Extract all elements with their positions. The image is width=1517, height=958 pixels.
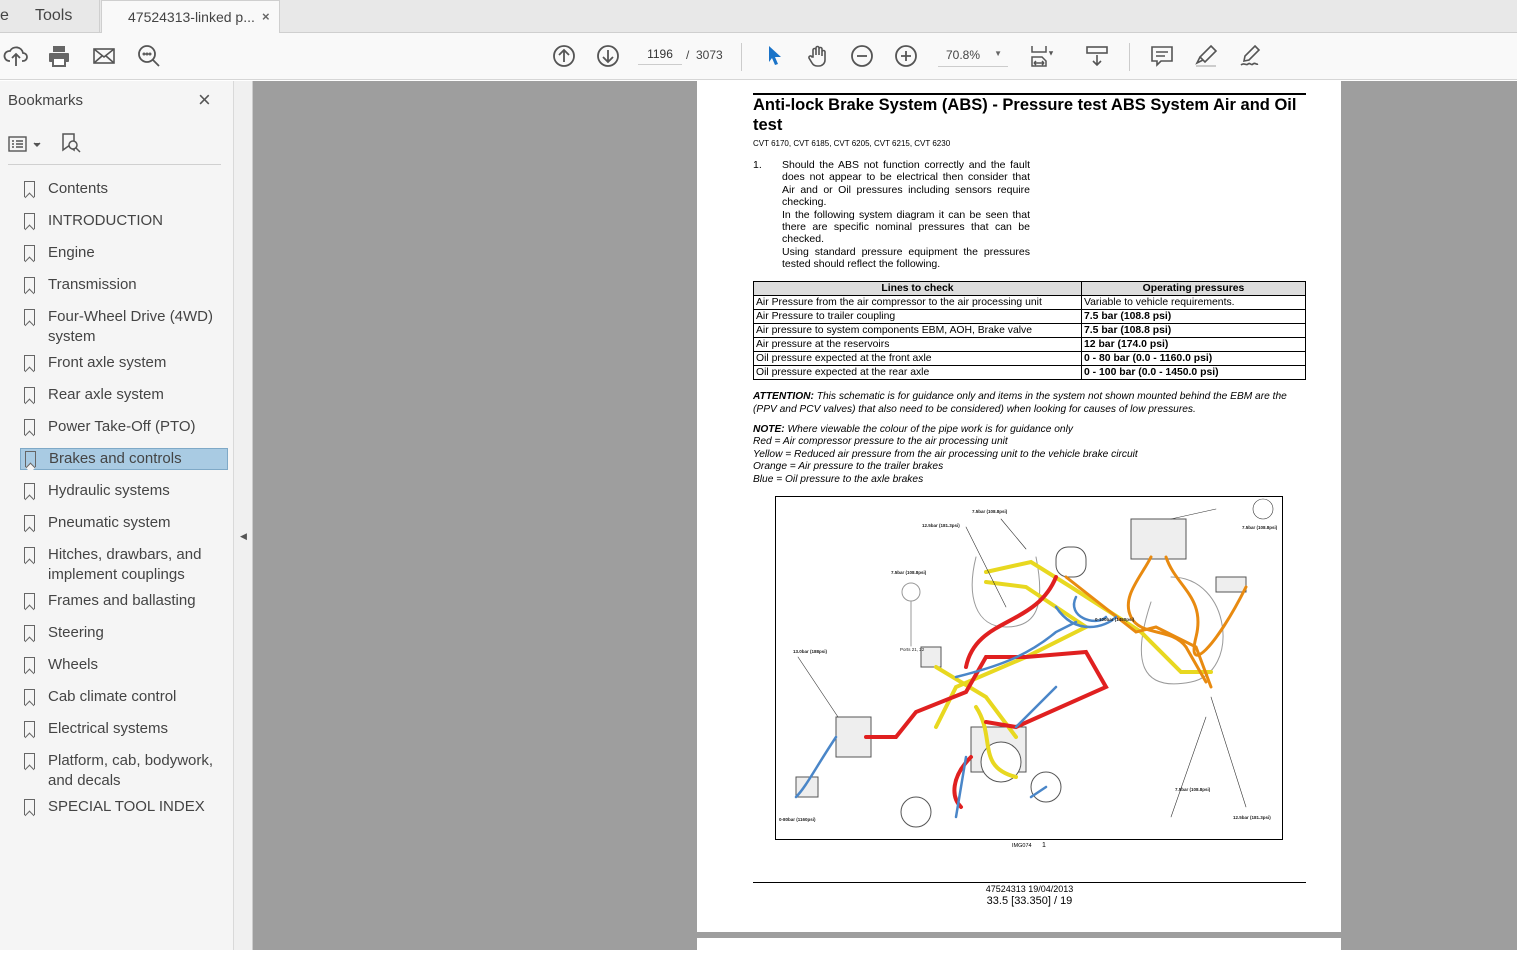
bookmark-icon (24, 277, 35, 293)
table-header: Operating pressures (1082, 282, 1306, 296)
bookmark-icon (24, 419, 35, 435)
table-row (754, 310, 1306, 324)
chevron-down-icon: ▼ (994, 49, 1002, 58)
bookmark-icon (24, 721, 35, 737)
air-processing-unit (1056, 547, 1086, 577)
bookmark-item[interactable] (20, 719, 228, 739)
divider (741, 43, 742, 71)
bookmark-label: Hitches, drawbars, and implement couplings (48, 546, 202, 583)
pressure-cell: 12 bar (174.0 psi) (1082, 338, 1306, 352)
bookmark-icon (24, 483, 35, 499)
bookmark-icon (24, 309, 35, 325)
bookmark-item[interactable] (20, 385, 228, 405)
bookmark-item[interactable] (20, 275, 228, 295)
bookmark-icon (24, 355, 35, 371)
line-cell: Air Pressure to trailer coupling (754, 310, 1082, 324)
find-bookmark-icon[interactable] (60, 132, 82, 154)
zoom-out-button[interactable] (849, 43, 875, 69)
tab-home-label: e (0, 7, 9, 24)
next-page-button[interactable] (595, 43, 621, 69)
bookmark-icon (24, 753, 35, 769)
bookmark-icon (24, 547, 35, 563)
diagram-label: 7.5bar (108.8psi) (1175, 787, 1211, 792)
tab-bar (0, 0, 1517, 33)
figure-caption: IMG074 (1012, 843, 1032, 849)
pressure-table (753, 281, 1306, 380)
table-row (754, 324, 1306, 338)
bookmark-item[interactable] (20, 353, 228, 373)
table-row (754, 296, 1306, 310)
pdf-page (697, 81, 1341, 932)
toolbar (0, 33, 1517, 80)
close-tab-icon[interactable]: × (262, 9, 270, 24)
sign-icon[interactable] (1237, 43, 1263, 69)
comment-icon[interactable] (1149, 43, 1175, 69)
footer-doc-id: 47524313 19/04/2013 (985, 884, 1074, 894)
line-cell: Air pressure to system components EBM, AOH, Brake valve (754, 324, 1082, 338)
bookmark-label: Frames and ballasting (48, 592, 196, 609)
pressure-cell: 0 - 100 bar (0.0 - 1450.0 psi) (1082, 366, 1306, 380)
bookmark-label: Steering (48, 624, 104, 641)
bookmark-label: Pneumatic system (48, 514, 171, 531)
step-text (782, 159, 1030, 271)
bookmark-label: Electrical systems (48, 720, 169, 737)
bookmark-label: Wheels (48, 656, 99, 673)
bookmark-icon (24, 387, 35, 403)
page-total: 3073 (696, 48, 723, 62)
page-separator: / (686, 48, 690, 62)
bookmark-item[interactable] (20, 655, 228, 675)
line-cell: Air pressure at the reservoirs (754, 338, 1082, 352)
divider (1129, 43, 1130, 71)
bookmark-item[interactable] (20, 243, 228, 263)
note-label: NOTE: (753, 424, 785, 435)
footer-divider (753, 882, 1306, 883)
tab-document-label: 47524313-linked p... (128, 9, 255, 25)
bookmark-label: Contents (48, 180, 109, 197)
fit-page-icon[interactable] (1028, 43, 1054, 69)
bookmark-item[interactable] (20, 687, 228, 707)
upload-cloud-icon[interactable] (3, 43, 29, 69)
bookmark-item[interactable] (20, 481, 228, 501)
model-list: CVT 6170, CVT 6185, CVT 6205, CVT 6215, CVT 6230 (753, 139, 951, 148)
step-paragraph: In the following system diagram it can be seen that there are specific nominal pressures that can be checked. (782, 208, 1030, 246)
diagram-label: 7.5bar (108.8psi) (1242, 525, 1278, 530)
bookmark-label: Transmission (48, 276, 137, 293)
page-number-input[interactable]: 1196 (638, 47, 682, 65)
bookmark-icon (24, 689, 35, 705)
page-title: Anti-lock Brake System (ABS) - Pressure test ABS System Air and Oil test (753, 93, 1306, 135)
bookmark-label: Engine (48, 244, 95, 261)
diagram-label: Ports 21, 22 (900, 647, 925, 652)
divider (8, 164, 221, 165)
bookmark-item[interactable] (20, 513, 228, 533)
bookmark-item[interactable] (20, 179, 228, 199)
step-number: 1. (753, 159, 762, 171)
bookmark-icon (24, 213, 35, 229)
note-text: Where viewable the colour of the pipe work is for guidance only (784, 424, 1073, 435)
zoom-in-button[interactable] (893, 43, 919, 69)
attention-text: This schematic is for guidance only and items in the system not shown mounted behind the EBM are the (PPV and PCV valves) that also need to be considered) when looking for causes of low pressures. (753, 391, 1287, 415)
bookmark-item[interactable] (20, 591, 228, 611)
note-line: Orange = Air pressure to the trailer brakes (753, 461, 944, 473)
bookmark-label: Brakes and controls (49, 450, 182, 467)
bookmark-item[interactable] (20, 417, 228, 437)
bookmark-label: INTRODUCTION (48, 212, 163, 229)
bookmark-label: Cab climate control (48, 688, 177, 705)
bookmark-options-button[interactable] (8, 135, 42, 153)
bookmarks-panel (0, 81, 234, 950)
table-row (754, 352, 1306, 366)
bookmark-label: SPECIAL TOOL INDEX (48, 798, 205, 815)
next-pdf-page (697, 938, 1341, 958)
pressure-cell: 7.5 bar (108.8 psi) (1082, 310, 1306, 324)
bookmark-icon (24, 657, 35, 673)
bookmark-item[interactable] (20, 623, 228, 643)
print-icon[interactable] (46, 43, 72, 69)
colour-note (753, 424, 1138, 486)
bookmarks-title: Bookmarks (8, 92, 84, 109)
pressure-cell: 0 - 80 bar (0.0 - 1160.0 psi) (1082, 352, 1306, 366)
note-line: Blue = Oil pressure to the axle brakes (753, 473, 924, 485)
table-header: Lines to check (754, 282, 1082, 296)
note-line: Yellow = Reduced air pressure from the air processing unit to the vehicle brake circuit (753, 448, 1138, 460)
bookmark-item[interactable] (20, 751, 228, 791)
table-row (754, 366, 1306, 380)
bookmark-icon (24, 181, 35, 197)
bookmark-label: Platform, cab, bodywork, and decals (48, 752, 214, 789)
attention-label: ATTENTION: (753, 391, 814, 402)
bookmark-label: Hydraulic systems (48, 482, 170, 499)
table-row (754, 338, 1306, 352)
diagram-label: 7.5bar (108.8psi) (891, 570, 927, 575)
footer-page-ref: 33.5 [33.350] / 19 (986, 895, 1073, 907)
step-paragraph: Should the ABS not function correctly and the fault does not appear to be electrical then consider that Air and or Oil pressures including sensors require checking. (782, 159, 1030, 209)
pressure-cell: 7.5 bar (108.8 psi) (1082, 324, 1306, 338)
figure-number: 1 (1042, 842, 1046, 849)
bookmark-icon (24, 625, 35, 641)
diagram-label: 12.5bar (181.3psi) (922, 523, 960, 528)
hand-tool-icon[interactable] (805, 43, 831, 69)
bookmark-label: Four-Wheel Drive (4WD) system (48, 308, 214, 345)
collapse-arrow-icon[interactable]: ◀ (240, 531, 247, 541)
step-paragraph: Using standard pressure equipment the pressures tested should reflect the following. (782, 245, 1030, 271)
scroll-mode-icon[interactable] (1084, 43, 1110, 69)
line-cell: Oil pressure expected at the rear axle (754, 366, 1082, 380)
bookmark-icon (25, 451, 36, 467)
close-panel-icon[interactable]: × (198, 87, 211, 112)
search-icon[interactable] (136, 43, 162, 69)
diagram-label: 0-80bar (1160psi) (779, 817, 816, 822)
tab-document[interactable] (101, 0, 280, 34)
bookmark-item[interactable] (20, 211, 228, 231)
zoom-level-select[interactable] (938, 48, 1008, 67)
panel-splitter[interactable] (234, 81, 253, 950)
abs-system-diagram (775, 496, 1283, 840)
document-viewer[interactable] (253, 81, 1517, 950)
previous-page-button[interactable] (551, 43, 577, 69)
diagram-label: 13.0bar (188psi) (793, 649, 828, 654)
bookmark-item[interactable] (20, 797, 228, 817)
email-icon[interactable] (91, 43, 117, 69)
line-cell: Oil pressure expected at the front axle (754, 352, 1082, 366)
bookmark-label: Front axle system (48, 354, 167, 371)
zoom-level-value: 70.8% (946, 48, 981, 62)
diagram-label: 12.5bar (181.3psi) (1233, 815, 1271, 820)
bookmark-icon (24, 799, 35, 815)
bookmark-label: Rear axle system (48, 386, 164, 403)
diagram-label: 7.5bar (108.8psi) (972, 509, 1008, 514)
note-line: Red = Air compressor pressure to the air processing unit (753, 436, 1008, 448)
bookmark-icon (24, 245, 35, 261)
bookmark-item[interactable] (20, 448, 228, 470)
bookmark-label: Power Take-Off (PTO) (48, 418, 196, 435)
select-cursor-icon[interactable] (762, 43, 788, 69)
line-cell: Air Pressure from the air compressor to the air processing unit (754, 296, 1082, 310)
bookmark-item[interactable] (20, 545, 228, 585)
bookmark-icon (24, 593, 35, 609)
pressure-cell: Variable to vehicle requirements. (1082, 296, 1306, 310)
diagram-label: 0-100bar (1450psi) (1095, 617, 1135, 622)
bookmark-icon (24, 515, 35, 531)
highlight-pen-icon[interactable] (1193, 43, 1219, 69)
attention-note (753, 391, 1309, 416)
tab-tools[interactable]: Tools (35, 7, 73, 24)
bookmark-item[interactable] (20, 307, 228, 347)
